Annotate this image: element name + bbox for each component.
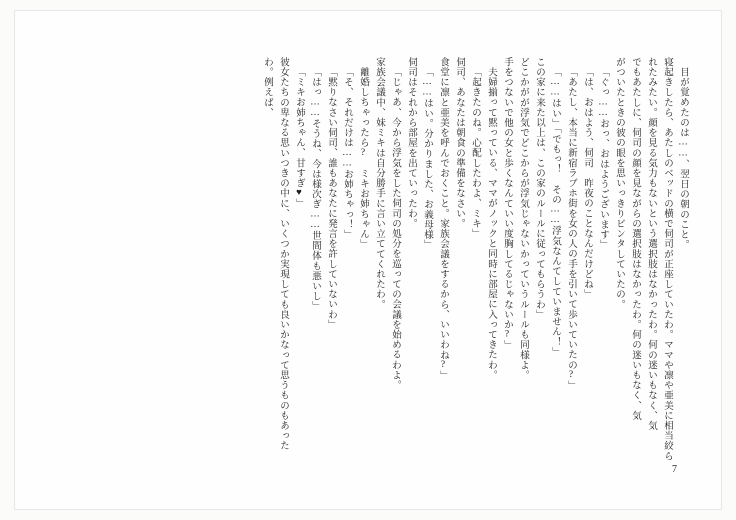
text-line: 「じゃあ、今から浮気をした伺司の処分を巡っての会議を始めるわよ。 (390, 67, 400, 391)
text-line: どこかがが浮気でどこからが浮気じゃないかっていうルールも同様よ。 (518, 57, 528, 381)
page-number: 7 (672, 464, 677, 475)
text-line: 「ぐっ……おっ、おはようございます」 (598, 67, 608, 250)
text-line: 離婚しちゃったら? ミキお姉ちゃん」 (358, 67, 368, 250)
text-line: 彼女たちの卑なる思いつきの中に、いくつか実現しても良いかなって思うものもあった (278, 57, 288, 451)
text-line: 「そ、それだけは……お姉ちゃっ！」 (342, 67, 352, 240)
text-line: 「ミキお姉ちゃん、甘すぎ♥」 (294, 67, 304, 209)
text-line: この家に来た以上は、この家のルールに従ってもらうわ」 (534, 57, 544, 320)
text-line: 手をつないで他の女と歩くなんていい度胸してるじゃないか?」 (502, 57, 512, 351)
text-line: れたみたい。顔を見る気力もないという選択肢はなかったわ。何の迷いもなく、気 (646, 57, 656, 431)
vertical-text-block (45, 57, 691, 461)
text-line: 食堂に凛と亜美を呼んでおくこと。家族会議をするから、いいわね?」 (438, 57, 448, 381)
text-line: がついたときの彼の眼を思いっきりビンタしていたの。 (614, 57, 624, 310)
page-surface (14, 10, 722, 510)
text-line: でもあたしに、伺司の顔を見ながらの選択肢はなかったわ。何の迷いもなく、気 (630, 57, 640, 421)
text-line: 寝起きしたら、あたしのベッドの横で伺司が正座していたわ。ママや凛や亜美に相当絞ら (662, 57, 672, 461)
text-line: 「は、おはよう、伺司 昨夜のことなんだけどね」 (582, 67, 592, 300)
text-line: 「起きたのね。心配したわよ、ミキ」 (470, 67, 480, 239)
text-line: 「黙りなさい伺司、誰もあなたに発言を許していないわ」 (326, 67, 336, 330)
text-line: 「あたし、本当に新宿ラブホ街を女の人の手を引いて歩いていたの?」 (566, 67, 576, 391)
text-line: 伺司はそれから部屋を出ていったわ。 (406, 57, 416, 229)
text-line: 夫婦揃って黙っている、ママがノックと同時に部屋に入ってきたわ。 (486, 67, 496, 381)
text-line: 目が覚めたのは……、翌日の朝のこと。 (678, 67, 688, 250)
text-line: 伺司、あなたは朝食の準備をなさい。 (454, 57, 464, 229)
text-line: 「……はい」「でもっ！ その……浮気なんてしていません！」 (550, 67, 560, 358)
text-line: 「……はい。分かりました、お義母様」 (422, 67, 432, 250)
text-line: わ。例えば、 (262, 57, 272, 118)
text-line: 「はっ……そうね、今は様次ぎ……世間体も悪いし」 (310, 67, 320, 312)
text-line: 家族会議中、妹ミキは自分勝手に言い立ててくれたわ。 (374, 57, 384, 310)
